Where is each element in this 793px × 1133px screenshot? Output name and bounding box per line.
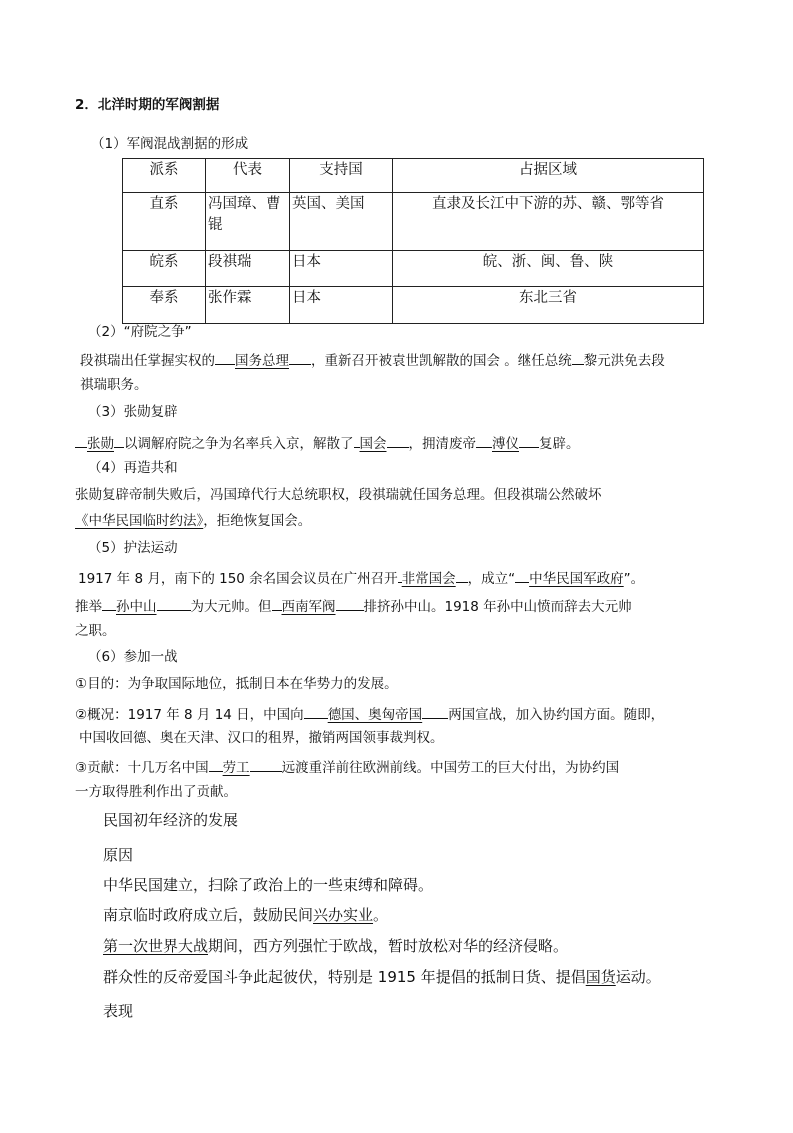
text: 1917 年 8 月，南下的 150 余名国会议员在广州召开 (78, 571, 398, 587)
paragraph-line: 祺瑞职务。 (80, 377, 148, 393)
table-header-row (123, 159, 704, 193)
answer-text: 非常国会 (401, 571, 456, 587)
table-cell: 段祺瑞 (206, 251, 290, 287)
answer-text: 德国、奥匈帝国 (327, 707, 423, 723)
blank (304, 702, 328, 719)
reason-item: 中华民国建立，扫除了政治上的一些束缚和障碍。 (103, 876, 434, 894)
performance-heading: 表现 (103, 1002, 134, 1020)
subsection-2-title: （2）“府院之争” (88, 324, 192, 340)
text: 复辟。 (539, 436, 580, 452)
blank (336, 594, 364, 611)
text: ，成立“ (467, 571, 516, 587)
text: 。 (373, 906, 389, 924)
table-cell: 直隶及长江中下游的苏、赣、鄂等省 (393, 193, 704, 251)
subsection-4-title: （4）再造共和 (88, 460, 178, 476)
text: 群众性的反帝爱国斗争此起彼伏，特别是 1915 年提倡的抵制日货、提倡 (103, 968, 586, 986)
paragraph-line (75, 702, 664, 725)
blank (272, 594, 282, 611)
table-row (123, 193, 704, 251)
paragraph-line (75, 755, 619, 778)
paragraph-line (75, 431, 580, 454)
blank (572, 348, 584, 365)
table-header-cell: 占据区域 (393, 159, 704, 193)
answer-text: 张勋 (87, 436, 114, 452)
text: ②概况：1917 年 8 月 14 日，中国向 (75, 707, 304, 723)
underlined-text: 兴办实业 (313, 906, 374, 924)
table-cell: 冯国璋、曹锟 (206, 193, 290, 251)
answer-text: 劳工 (222, 760, 250, 776)
section-title: 2．北洋时期的军阀割据 (75, 97, 220, 113)
table-cell: 奉系 (123, 287, 206, 324)
blank (209, 755, 223, 772)
paragraph-line: 中国收回德、奥在天津、汉口的租界，撤销两国领事裁判权。 (79, 730, 444, 746)
text: 以调解府院之争为名率兵入京，解散了 (124, 436, 354, 452)
paragraph-line (78, 566, 644, 589)
paragraph-line: ①目的：为争取国际地位，抵制日本在华势力的发展。 (75, 676, 398, 692)
table-header-cell: 支持国 (290, 159, 393, 193)
text: 运动。 (615, 968, 661, 986)
text: 远渡重洋前往欧洲前线。中国劳工的巨大付出，为协约国 (281, 760, 620, 776)
blank (519, 431, 539, 448)
text: 排挤孙中山。1918 年孙中山愤而辞去大元帅 (363, 599, 632, 615)
subsection-1-title: （1）军阀混战割据的形成 (91, 136, 249, 152)
underlined-text: 第一次世界大战 (103, 937, 209, 955)
table-cell: 张作霖 (206, 287, 290, 324)
answer-text: 国会 (359, 436, 387, 452)
table-header-cell: 代表 (206, 159, 290, 193)
warlord-table (122, 158, 704, 324)
table-row (123, 251, 704, 287)
answer-text: 国务总理 (235, 353, 289, 369)
blank (157, 594, 191, 611)
subsection-3-title: （3）张勋复辟 (88, 404, 178, 420)
text: ，拒绝恢复国会。 (203, 513, 312, 529)
text: ，拥清废帝 (408, 436, 476, 452)
table-header-cell: 派系 (123, 159, 206, 193)
text: 段祺瑞出任掌握实权的 (80, 353, 215, 369)
reason-item (103, 967, 661, 987)
blank (422, 702, 448, 719)
blank (75, 431, 87, 448)
text: 黎元洪免去段 (583, 353, 665, 369)
blank (456, 566, 468, 583)
text: 两国宣战，加入协约国方面。随即， (448, 707, 665, 723)
blank (250, 755, 282, 772)
blank (515, 566, 529, 583)
paragraph-line (75, 594, 632, 617)
table-cell: 日本 (290, 287, 393, 324)
blank (114, 431, 124, 448)
blank (387, 431, 409, 448)
paragraph-line: 张勋复辟帝制失败后，冯国璋代行大总统职权，段祺瑞就任国务总理。但段祺瑞公然破坏 (75, 487, 602, 503)
text: ③贡献：十几万名中国 (75, 760, 209, 776)
paragraph-line (80, 348, 665, 371)
economy-title: 民国初年经济的发展 (103, 811, 239, 829)
paragraph-line: 一方取得胜利作出了贡献。 (75, 784, 237, 800)
blank (215, 348, 235, 365)
answer-text: 孙中山 (116, 599, 157, 615)
subsection-5-title: （5）护法运动 (88, 540, 178, 556)
blank (476, 431, 492, 448)
subsection-6-title: （6）参加一战 (88, 649, 178, 665)
paragraph-line (75, 511, 311, 531)
table-cell: 日本 (290, 251, 393, 287)
answer-text: 西南军阀 (281, 599, 336, 615)
reason-item (103, 936, 568, 956)
blank (102, 594, 116, 611)
table-cell: 英国、美国 (290, 193, 393, 251)
reason-item (103, 905, 388, 925)
text: 南京临时政府成立后，鼓励民间 (103, 906, 314, 924)
text: 为大元帅。但 (190, 599, 272, 615)
text: ，重新召开被袁世凯解散的国会 。继任总统 (311, 353, 572, 369)
reason-heading: 原因 (103, 846, 134, 864)
answer-text: 溥仪 (492, 436, 519, 452)
blank (289, 348, 311, 365)
table-cell: 东北三省 (393, 287, 704, 324)
table-cell: 皖、浙、闽、鲁、陕 (393, 251, 704, 287)
answer-text: 中华民国军政府 (529, 571, 624, 587)
answer-text: 《中华民国临时约法》 (75, 513, 204, 529)
text: 推举 (75, 599, 102, 615)
paragraph-line: 之职。 (75, 623, 116, 639)
table-cell: 直系 (123, 193, 206, 251)
table-cell: 皖系 (123, 251, 206, 287)
table-row (123, 287, 704, 324)
text: 期间，西方列强忙于欧战，暂时放松对华的经济侵略。 (208, 937, 569, 955)
underlined-text: 国货 (585, 968, 616, 986)
text: ”。 (623, 571, 645, 587)
